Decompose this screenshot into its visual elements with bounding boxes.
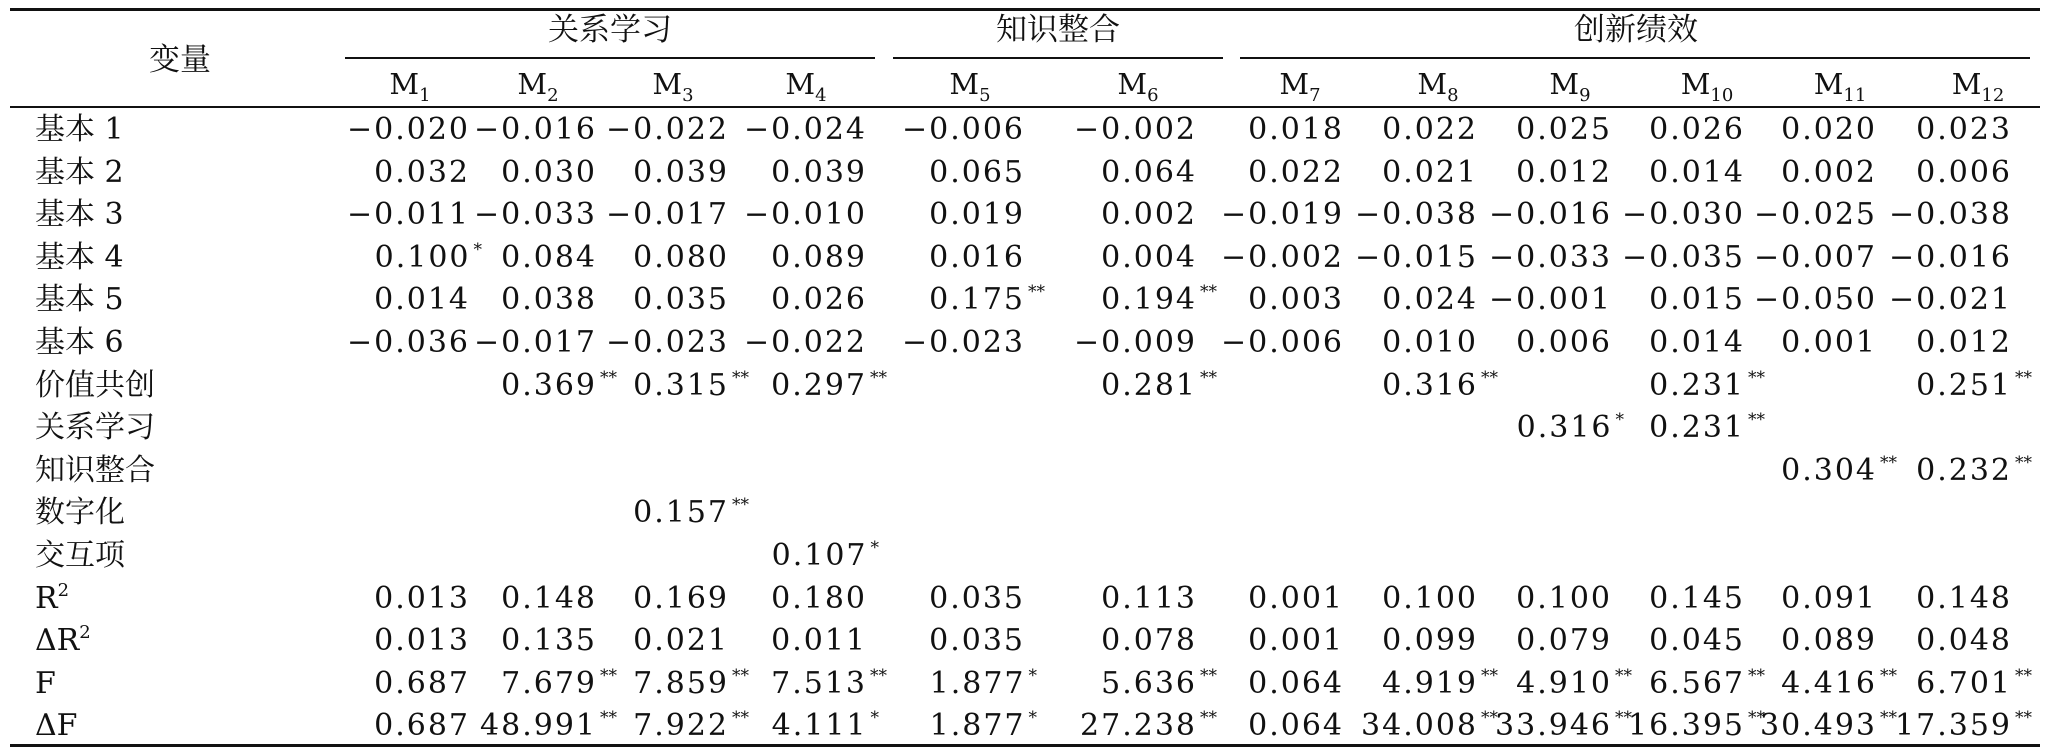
table-cell: 0.100 — [1382, 580, 1478, 616]
table-cell: 0.030 — [501, 154, 597, 190]
group-header: 创新绩效 — [1574, 12, 1698, 48]
table-cell: 0.316 ** — [1382, 367, 1498, 403]
table-cell: 0.687 — [374, 708, 470, 744]
table-cell: 0.169 — [633, 580, 729, 616]
model-header: $M_4$ — [785, 67, 827, 106]
table-cell: 0.078 — [1101, 623, 1197, 659]
row-label: 价值共创 — [35, 367, 155, 403]
table-cell: 0.026 — [771, 282, 867, 318]
group-rule-relation-learning — [345, 57, 875, 59]
table-cell: 5.636 ** — [1101, 665, 1217, 701]
table-cell: 0.025 — [1516, 112, 1612, 147]
table-cell: −0.006 — [1220, 325, 1344, 360]
table-cell: 0.100 * — [374, 239, 482, 275]
table-cell: 4.111 * — [771, 708, 879, 744]
header-rule — [10, 106, 2040, 108]
table-cell: 0.016 — [929, 239, 1025, 275]
table-cell: −0.022 — [605, 112, 729, 147]
row-label: 基本 1 — [35, 112, 124, 147]
table-cell: 0.064 — [1248, 665, 1344, 701]
model-header: $M_2$ — [517, 67, 559, 106]
table-cell: 0.014 — [1649, 325, 1745, 360]
table-cell: 0.369 ** — [501, 367, 617, 403]
table-cell: 7.922 ** — [633, 708, 749, 744]
table-cell: 0.316 * — [1516, 410, 1624, 446]
table-cell: 0.145 — [1649, 580, 1745, 616]
table-cell: 48.991 ** — [480, 708, 617, 744]
table-cell: −0.017 — [473, 325, 597, 360]
row-label: 基本 4 — [35, 239, 124, 275]
table-cell: 0.148 — [501, 580, 597, 616]
table-cell: −0.033 — [1488, 239, 1612, 275]
table-cell: 30.493 ** — [1760, 708, 1897, 744]
row-label: $\Delta R^2$ — [35, 622, 91, 659]
row-label: 交互项 — [35, 538, 125, 573]
table-cell: 0.002 — [1101, 197, 1197, 233]
model-header: $M_{10}$ — [1680, 67, 1734, 106]
table-cell: 0.100 — [1516, 580, 1612, 616]
table-cell: 0.089 — [771, 239, 867, 275]
table-cell: 6.567 ** — [1649, 665, 1765, 701]
table-cell: −0.038 — [1888, 197, 2012, 233]
table-cell: 7.859 ** — [633, 665, 749, 701]
table-cell: 0.687 — [374, 665, 470, 701]
table-cell: −0.050 — [1753, 282, 1877, 318]
table-cell: 0.024 — [1382, 282, 1478, 318]
table-cell: 0.014 — [374, 282, 470, 318]
table-cell: 0.006 — [1916, 154, 2012, 190]
table-cell: 0.018 — [1248, 112, 1344, 147]
bottom-rule — [10, 744, 2040, 747]
table-cell: −0.016 — [473, 112, 597, 147]
table-cell: −0.017 — [605, 197, 729, 233]
row-label: $R^2$ — [35, 579, 70, 616]
table-cell: 0.035 — [929, 580, 1025, 616]
model-header: $M_5$ — [949, 67, 991, 106]
table-cell: 0.001 — [1248, 623, 1344, 659]
table-cell: 0.148 — [1916, 580, 2012, 616]
table-cell: 7.679 ** — [501, 665, 617, 701]
table-cell: −0.019 — [1220, 197, 1344, 233]
table-cell: 0.032 — [374, 154, 470, 190]
table-cell: 0.045 — [1649, 623, 1745, 659]
model-header: $M_{11}$ — [1813, 67, 1867, 106]
table-cell: 7.513 ** — [771, 665, 887, 701]
table-cell: 1.877 * — [929, 708, 1037, 744]
table-cell: 0.001 — [1248, 580, 1344, 616]
model-header: $M_9$ — [1549, 67, 1591, 106]
table-cell: 0.026 — [1649, 112, 1745, 147]
table-cell: 0.065 — [929, 154, 1025, 190]
table-cell: 0.021 — [633, 623, 729, 659]
table-cell: −0.002 — [1073, 112, 1197, 147]
table-cell: 16.395 ** — [1628, 708, 1765, 744]
table-cell: 0.010 — [1382, 325, 1478, 360]
row-label: 关系学习 — [35, 410, 155, 446]
table-cell: −0.036 — [346, 325, 470, 360]
model-header: $M_1$ — [389, 67, 431, 106]
table-cell: 0.039 — [771, 154, 867, 190]
table-cell: 0.099 — [1382, 623, 1478, 659]
table-cell: −0.025 — [1753, 197, 1877, 233]
row-label: 基本 3 — [35, 197, 124, 233]
model-header: $M_{12}$ — [1951, 67, 2005, 106]
row-label: 知识整合 — [35, 452, 155, 488]
table-cell: 0.180 — [771, 580, 867, 616]
table-cell: −0.006 — [901, 112, 1025, 147]
table-cell: 0.281 ** — [1101, 367, 1217, 403]
variable-header: 变量 — [149, 42, 211, 78]
table-cell: −0.020 — [346, 112, 470, 147]
table-cell: −0.022 — [743, 325, 867, 360]
table-cell: 0.304 ** — [1781, 452, 1897, 488]
table-cell: 0.089 — [1781, 623, 1877, 659]
row-label: 基本 6 — [35, 325, 124, 360]
group-header: 关系学习 — [548, 12, 672, 48]
table-cell: 0.135 — [501, 623, 597, 659]
table-cell: −0.030 — [1621, 197, 1745, 233]
table-cell: −0.023 — [605, 325, 729, 360]
table-cell: 0.315 ** — [633, 367, 749, 403]
table-cell: 0.113 — [1101, 580, 1197, 616]
table-cell: −0.016 — [1888, 239, 2012, 275]
table-cell: 0.048 — [1916, 623, 2012, 659]
table-cell: 0.012 — [1516, 154, 1612, 190]
table-cell: 0.019 — [929, 197, 1025, 233]
table-cell: 0.084 — [501, 239, 597, 275]
table-cell: 0.022 — [1382, 112, 1478, 147]
table-cell: 6.701 ** — [1916, 665, 2032, 701]
table-cell: 0.004 — [1101, 239, 1197, 275]
table-cell: 0.107 * — [771, 538, 879, 573]
table-cell: 0.035 — [633, 282, 729, 318]
table-cell: −0.001 — [1488, 282, 1612, 318]
row-label: 基本 2 — [35, 154, 124, 190]
group-rule-innovation-performance — [1240, 57, 2030, 59]
table-cell: 17.359 ** — [1895, 708, 2032, 744]
group-header: 知识整合 — [996, 12, 1120, 48]
model-header: $M_7$ — [1279, 67, 1321, 106]
table-cell: 0.022 — [1248, 154, 1344, 190]
group-rule-knowledge-integration — [893, 57, 1223, 59]
table-cell: 0.003 — [1248, 282, 1344, 318]
table-cell: 1.877 * — [929, 665, 1037, 701]
table-cell: 0.001 — [1781, 325, 1877, 360]
table-cell: −0.002 — [1220, 239, 1344, 275]
table-cell: 0.035 — [929, 623, 1025, 659]
table-cell: −0.016 — [1488, 197, 1612, 233]
table-cell: 33.946 ** — [1495, 708, 1632, 744]
table-cell: 0.014 — [1649, 154, 1745, 190]
table-cell: 0.194 ** — [1101, 282, 1217, 318]
row-label: F — [35, 665, 56, 701]
table-cell: 0.023 — [1916, 112, 2012, 147]
table-cell: −0.007 — [1753, 239, 1877, 275]
table-cell: −0.024 — [743, 112, 867, 147]
row-label: 数字化 — [35, 495, 125, 531]
table-cell: −0.010 — [743, 197, 867, 233]
table-cell: 0.079 — [1516, 623, 1612, 659]
table-cell: −0.009 — [1073, 325, 1197, 360]
table-cell: −0.015 — [1354, 239, 1478, 275]
table-cell: −0.011 — [346, 197, 470, 233]
table-cell: 0.157 ** — [633, 495, 749, 531]
table-cell: 0.251 ** — [1916, 367, 2032, 403]
table-cell: 0.091 — [1781, 580, 1877, 616]
table-cell: 0.175 ** — [929, 282, 1045, 318]
table-cell: 0.232 ** — [1916, 452, 2032, 488]
table-cell: 0.038 — [501, 282, 597, 318]
table-cell: 4.910 ** — [1516, 665, 1632, 701]
table-cell: 0.002 — [1781, 154, 1877, 190]
table-cell: 4.919 ** — [1382, 665, 1498, 701]
table-cell: 27.238 ** — [1080, 708, 1217, 744]
model-header: $M_6$ — [1117, 67, 1159, 106]
table-cell: 0.011 — [771, 623, 867, 659]
row-label: ΔF — [35, 708, 78, 744]
table-cell: 0.006 — [1516, 325, 1612, 360]
row-label: 基本 5 — [35, 282, 124, 318]
table-cell: −0.035 — [1621, 239, 1745, 275]
table-cell: −0.038 — [1354, 197, 1478, 233]
table-cell: 0.231 ** — [1649, 410, 1765, 446]
table-cell: 0.021 — [1382, 154, 1478, 190]
table-cell: 0.080 — [633, 239, 729, 275]
table-cell: 0.015 — [1649, 282, 1745, 318]
table-cell: 0.064 — [1248, 708, 1344, 744]
table-cell: −0.033 — [473, 197, 597, 233]
model-header: $M_3$ — [652, 67, 694, 106]
table-cell: 34.008 ** — [1361, 708, 1498, 744]
table-cell: 0.013 — [374, 623, 470, 659]
table-cell: 0.064 — [1101, 154, 1197, 190]
table-cell: −0.023 — [901, 325, 1025, 360]
table-cell: 4.416 ** — [1781, 665, 1897, 701]
table-cell: 0.297 ** — [771, 367, 887, 403]
table-cell: 0.013 — [374, 580, 470, 616]
table-cell: 0.020 — [1781, 112, 1877, 147]
table-cell: 0.039 — [633, 154, 729, 190]
model-header: $M_8$ — [1417, 67, 1459, 106]
table-cell: 0.012 — [1916, 325, 2012, 360]
table-cell: −0.021 — [1888, 282, 2012, 318]
table-cell: 0.231 ** — [1649, 367, 1765, 403]
